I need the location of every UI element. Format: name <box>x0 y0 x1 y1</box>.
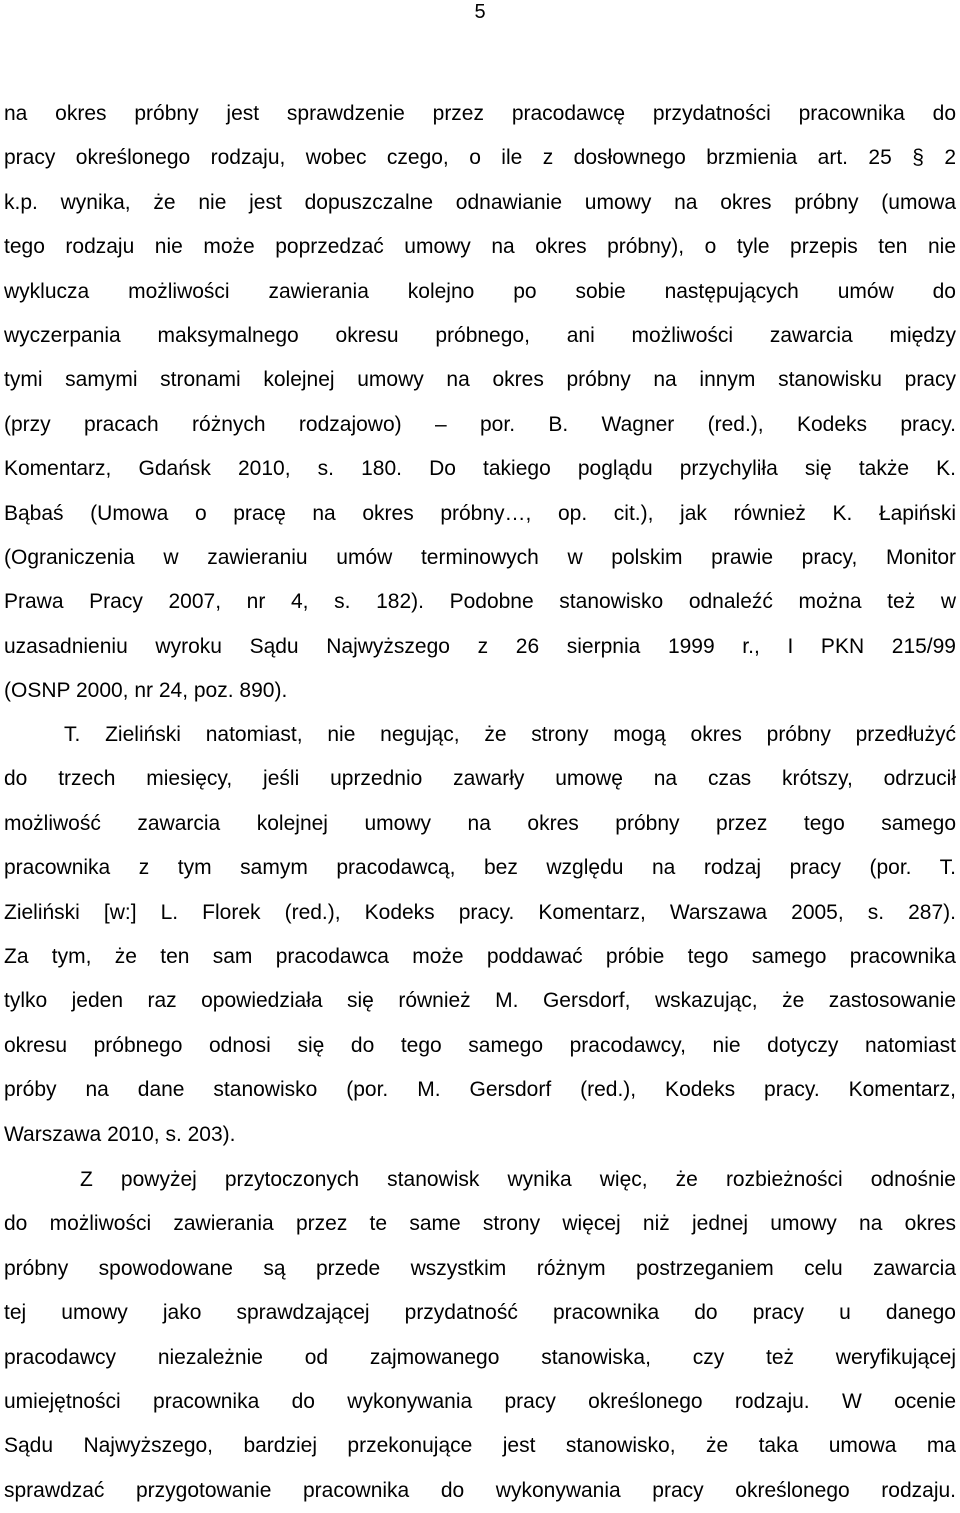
text-line: tego rodzaju nie może poprzedzać umowy na okres próbny), o tyle przepis ten nie <box>4 235 956 259</box>
text-line: do możliwości zawierania przez te same strony więcej niż jednej umowy na okres <box>4 1212 956 1236</box>
text-line: pracodawcy niezależnie od zajmowanego stanowiska, czy też weryfikującej <box>4 1345 956 1369</box>
text-line: do trzech miesięcy, jeśli uprzednio zawarły umowę na czas krótszy, odrzucił <box>4 767 956 791</box>
text-line: możliwość zawarcia kolejnej umowy na okres próbny przez tego samego <box>4 811 956 835</box>
text-line: Zieliński [w:] L. Florek (red.), Kodeks pracy. Komentarz, Warszawa 2005, s. 287). <box>4 900 956 924</box>
text-line: Warszawa 2010, s. 203). <box>4 1122 236 1146</box>
text-line: uzasadnieniu wyroku Sądu Najwyższego z 26 sierpnia 1999 r., I PKN 215/99 <box>4 634 956 658</box>
text-line: T. Zieliński natomiast, nie negując, że strony mogą okres próbny przedłużyć <box>64 723 956 746</box>
text-line: sprawdzać przygotowanie pracownika do wykonywania pracy określonego rodzaju. <box>4 1478 956 1502</box>
text-line: (Ograniczenia w zawieraniu umów terminowych w polskim prawie pracy, Monitor <box>4 545 956 569</box>
text-line: tej umowy jako sprawdzającej przydatność pracownika do pracy u danego <box>4 1301 956 1325</box>
text-line: Bąbaś (Umowa o pracę na okres próbny…, op. cit.), jak również K. Łapiński <box>4 501 956 525</box>
text-line: okresu próbnego odnosi się do tego samego pracodawcy, nie dotyczy natomiast <box>4 1033 956 1057</box>
text-line: tylko jeden raz opowiedziała się również M. Gersdorf, wskazując, że zastosowanie <box>4 989 956 1013</box>
text-line: (OSNP 2000, nr 24, poz. 890). <box>4 679 288 703</box>
paragraph-conclusion <box>4 1158 956 1513</box>
text-line: Za tym, że ten sam pracodawca może poddawać próbie tego samego pracownika <box>4 944 956 968</box>
text-line: na okres próbny jest sprawdzenie przez pracodawcę przydatności pracownika do <box>4 102 956 125</box>
text-line: umiejętności pracownika do wykonywania pracy określonego rodzaju. W ocenie <box>4 1389 956 1413</box>
text-line: pracy określonego rodzaju, wobec czego, o ile z dosłownego brzmienia art. 25 § 2 <box>4 146 956 170</box>
text-line: Prawa Pracy 2007, nr 4, s. 182). Podobne stanowisko odnaleźć można też w <box>4 590 956 614</box>
text-line: pracownika z tym samym pracodawcą, bez względu na rodzaj pracy (por. T. <box>4 856 956 880</box>
paragraph-footnote-continuation <box>4 92 956 713</box>
text-line: Z powyżej przytoczonych stanowisk wynika więc, że rozbieżności odnośnie <box>80 1168 956 1191</box>
paragraph-zielinski <box>4 713 956 1157</box>
text-line: próby na dane stanowisko (por. M. Gersdorf (red.), Kodeks pracy. Komentarz, <box>4 1078 956 1102</box>
page-number: 5 <box>474 1 486 23</box>
text-line: (przy pracach różnych rodzajowo) – por. B. Wagner (red.), Kodeks pracy. <box>4 412 956 436</box>
text-line: Sądu Najwyższego, bardziej przekonujące jest stanowisko, że taka umowa ma <box>4 1434 956 1458</box>
text-line: k.p. wynika, że nie jest dopuszczalne odnawianie umowy na okres próbny (umowa <box>4 190 956 214</box>
text-line: próbny spowodowane są przede wszystkim różnym postrzeganiem celu zawarcia <box>4 1256 956 1280</box>
text-line: wyczerpania maksymalnego okresu próbnego, ani możliwości zawarcia między <box>4 323 956 347</box>
text-line: Komentarz, Gdańsk 2010, s. 180. Do takiego poglądu przychyliła się także K. <box>4 457 956 481</box>
text-line: tymi samymi stronami kolejnej umowy na okres próbny na innym stanowisku pracy <box>4 368 956 392</box>
text-line: wyklucza możliwości zawierania kolejno po sobie następujących umów do <box>4 279 956 303</box>
